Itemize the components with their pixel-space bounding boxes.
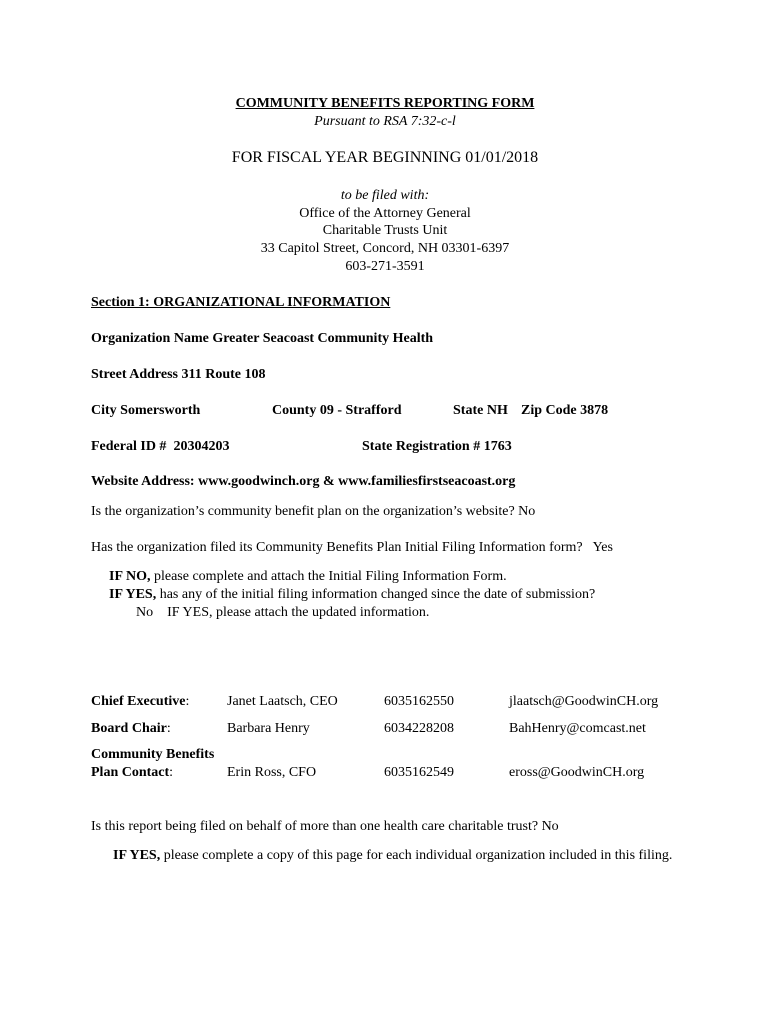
multi-trust-text: Is this report being filed on behalf of more than one health care charitable trust?	[91, 819, 539, 834]
website-value: www.goodwinch.org & www.familiesfirstseacoast.org	[198, 474, 516, 489]
website-label: Website Address:	[91, 474, 195, 489]
initial-filing-text: Has the organization filed its Community Benefits Plan Initial Filing Information form?	[91, 540, 583, 555]
initial-filing-answer: Yes	[592, 540, 613, 555]
office-address: 33 Capitol Street, Concord, NH 03301-6397	[260, 241, 510, 256]
unit-name: Charitable Trusts Unit	[322, 223, 448, 238]
changed-note: IF YES, please attach the updated information.	[167, 605, 430, 620]
section-title: Section 1: ORGANIZATIONAL INFORMATION	[91, 295, 391, 310]
federal-id-label: Federal ID #	[91, 439, 167, 454]
multi-trust-if-yes-label: IF YES,	[113, 848, 161, 863]
city-value: Somersworth	[120, 403, 201, 418]
contact-role: Plan Contact	[91, 765, 170, 780]
street-value: 311 Route 108	[181, 367, 266, 382]
form-title: COMMUNITY BENEFITS REPORTING FORM	[235, 96, 535, 111]
contact-role: Chief Executive	[91, 694, 186, 709]
contact-row	[91, 720, 171, 737]
multi-trust-question	[91, 818, 559, 835]
plan-on-website-answer: No	[518, 504, 536, 519]
federal-id-value: 20304203	[173, 439, 230, 454]
contact-phone: 6035162549	[384, 765, 454, 780]
street-label: Street Address	[91, 367, 178, 382]
fiscal-year-heading: FOR FISCAL YEAR BEGINNING 01/01/2018	[231, 149, 539, 166]
contact-email: jlaatsch@GoodwinCH.org	[509, 694, 659, 709]
if-no-text: please complete and attach the Initial Filing Information Form.	[153, 569, 507, 584]
contact-name: Erin Ross, CFO	[227, 765, 317, 780]
statute-reference: Pursuant to RSA 7:32-c-l	[314, 114, 456, 129]
county-label: County	[272, 403, 317, 418]
city-field	[91, 402, 200, 419]
zip-value: 3878	[580, 403, 609, 418]
org-name-label: Organization Name	[91, 331, 209, 346]
org-name-row	[91, 330, 433, 347]
contact-row	[91, 764, 173, 781]
if-yes-instruction	[109, 586, 595, 603]
contact-name: Barbara Henry	[227, 721, 310, 736]
state-registration-value: 1763	[483, 439, 512, 454]
street-row	[91, 366, 265, 383]
office-phone: 603-271-3591	[345, 259, 425, 274]
initial-filing-question	[91, 539, 613, 556]
if-no-label: IF NO,	[109, 569, 151, 584]
federal-id-field	[91, 438, 229, 455]
contact-role-suffix: :	[169, 765, 174, 780]
plan-on-website-question	[91, 503, 535, 520]
zip-field	[521, 402, 608, 419]
city-label: City	[91, 403, 117, 418]
contact-role-suffix: :	[185, 694, 190, 709]
contact-role: Board Chair	[91, 721, 167, 736]
if-no-instruction	[109, 568, 507, 585]
state-registration-label: State Registration #	[362, 439, 481, 454]
county-value: 09 - Strafford	[319, 403, 402, 418]
if-yes-text: has any of the initial filing information changed since the date of submission?	[159, 587, 596, 602]
contact-row	[91, 693, 189, 710]
changed-answer: No	[136, 605, 154, 620]
contact-role-line1: Community Benefits	[91, 747, 215, 762]
changed-answer-row	[136, 604, 429, 621]
contact-name: Janet Laatsch, CEO	[227, 694, 338, 709]
state-value: NH	[486, 403, 508, 418]
org-name-value: Greater Seacoast Community Health	[212, 331, 434, 346]
office-name: Office of the Attorney General	[299, 206, 471, 221]
contact-phone: 6034228208	[384, 721, 454, 736]
contact-phone: 6035162550	[384, 694, 454, 709]
if-yes-label: IF YES,	[109, 587, 157, 602]
state-registration-field	[362, 438, 512, 455]
contact-role-suffix: :	[166, 721, 171, 736]
plan-on-website-text: Is the organization’s community benefit plan on the organization’s website?	[91, 504, 515, 519]
state-label: State	[453, 403, 484, 418]
filed-with-label: to be filed with:	[340, 188, 430, 203]
multi-trust-instruction	[113, 847, 673, 865]
multi-trust-if-yes-text: please complete a copy of this page for each individual organization included in this filing.	[163, 848, 673, 863]
multi-trust-answer: No	[541, 819, 559, 834]
contact-email: BahHenry@comcast.net	[509, 721, 646, 736]
county-field	[272, 402, 402, 419]
zip-label: Zip Code	[521, 403, 577, 418]
contact-email: eross@GoodwinCH.org	[509, 765, 645, 780]
website-row	[91, 473, 515, 490]
state-field	[453, 402, 508, 419]
